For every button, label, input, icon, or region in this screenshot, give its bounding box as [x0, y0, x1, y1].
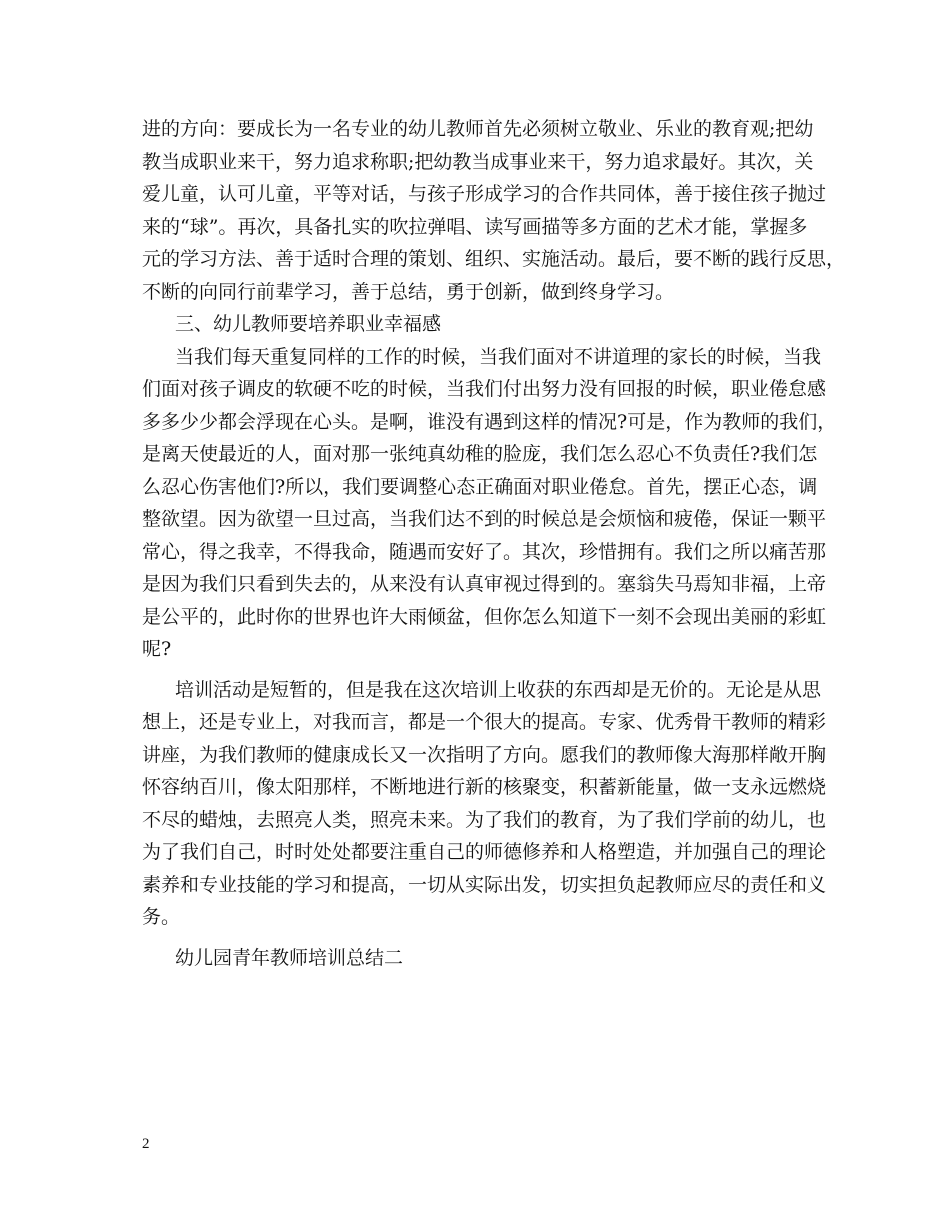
- happiness-paragraph: [142, 341, 837, 666]
- paragraph-line: 当我们每天重复同样的工作的时候，当我们面对不讲道理的家长的时候，当我: [175, 345, 822, 368]
- paragraph-line: 多多少少都会浮现在心头。是啊，谁没有遇到这样的情况?可是，作为教师的我们，: [142, 410, 837, 433]
- paragraph-line: 是因为我们只看到失去的，从来没有认真审视过得到的。塞翁失马焉知非福，上帝: [142, 573, 827, 595]
- paragraph-line: 想上，还是专业上，对我而言，都是一个很大的提高。专家、优秀骨干教师的精彩: [142, 711, 827, 733]
- paragraph-line: 进的方向：要成长为一名专业的幼儿教师首先必须树立敬业、乐业的教育观;把幼: [142, 118, 814, 140]
- paragraph-line: 怀容纳百川，像太阳那样，不断地进行新的核聚变，积蓄新能量，做一支永远燃烧: [142, 776, 827, 798]
- paragraph-line: 讲座，为我们教师的健康成长又一次指明了方向。愿我们的教师像大海那样敞开胸: [142, 743, 827, 766]
- paragraph-gap: [142, 934, 810, 942]
- paragraph-line: 不断的向同行前辈学习，善于总结，勇于创新，做到终身学习。: [142, 280, 675, 303]
- paragraph-line: 教当成职业来干，努力追求称职;把幼教当成事业来干，努力追求最好。其次，关: [142, 150, 814, 173]
- section-heading-three: 三、幼儿教师要培养职业幸福感: [175, 313, 442, 335]
- training-paragraph: [142, 674, 827, 934]
- paragraph-line: 么忍心伤害他们?所以，我们要调整心态正确面对职业倦怠。首先，摆正心态，调: [142, 475, 818, 498]
- document-subtitle: 幼儿园青年教师培训总结二: [175, 946, 404, 969]
- paragraph-line: 爱儿童，认可儿童，平等对话，与孩子形成学习的合作共同体，善于接住孩子抛过: [142, 183, 827, 205]
- paragraph-line: 不尽的蜡烛，去照亮人类，照亮未来。为了我们的教育，为了我们学前的幼儿，也: [142, 808, 827, 831]
- paragraph-line: 培训活动是短暂的，但是我在这次培训上收获的东西却是无价的。无论是从思: [175, 678, 822, 701]
- paragraph-line: 是公平的，此时你的世界也许大雨倾盆，但你怎么知道下一刻不会现出美丽的彩虹: [142, 605, 827, 628]
- paragraph-line: 常心，得之我幸，不得我命，随遇而安好了。其次，珍惜拥有。我们之所以痛苦那: [142, 540, 827, 563]
- paragraph-line: 素养和专业技能的学习和提高，一切从实际出发，切实担负起教师应尽的责任和义: [142, 873, 827, 896]
- paragraph-line: 务。: [142, 906, 181, 928]
- paragraph-line: 来的“球”。再次，具备扎实的吹拉弹唱、读写画描等多方面的艺术才能，掌握多: [142, 215, 808, 238]
- paragraph-line: 元的学习方法、善于适时合理的策划、组织、实施活动。最后，要不断的践行反思，: [142, 248, 846, 270]
- paragraph-line: 是离天使最近的人，面对那一张纯真幼稚的脸庞，我们怎么忍心不负责任?我们怎: [142, 443, 818, 465]
- paragraph-line: 们面对孩子调皮的软硬不吃的时候，当我们付出努力没有回报的时候，职业倦怠感: [142, 378, 827, 400]
- page-number: 2: [142, 1136, 150, 1152]
- document-body: [142, 113, 846, 974]
- intro-paragraph: [142, 113, 846, 308]
- paragraph-line: 整欲望。因为欲望一旦过高，当我们达不到的时候总是会烦恼和疲倦，保证一颗平: [142, 508, 827, 530]
- paragraph-gap: [142, 666, 810, 674]
- paragraph-line: 呢?: [142, 638, 172, 660]
- paragraph-line: 为了我们自己，时时处处都要注重自己的师德修养和人格塑造，并加强自己的理论: [142, 841, 827, 863]
